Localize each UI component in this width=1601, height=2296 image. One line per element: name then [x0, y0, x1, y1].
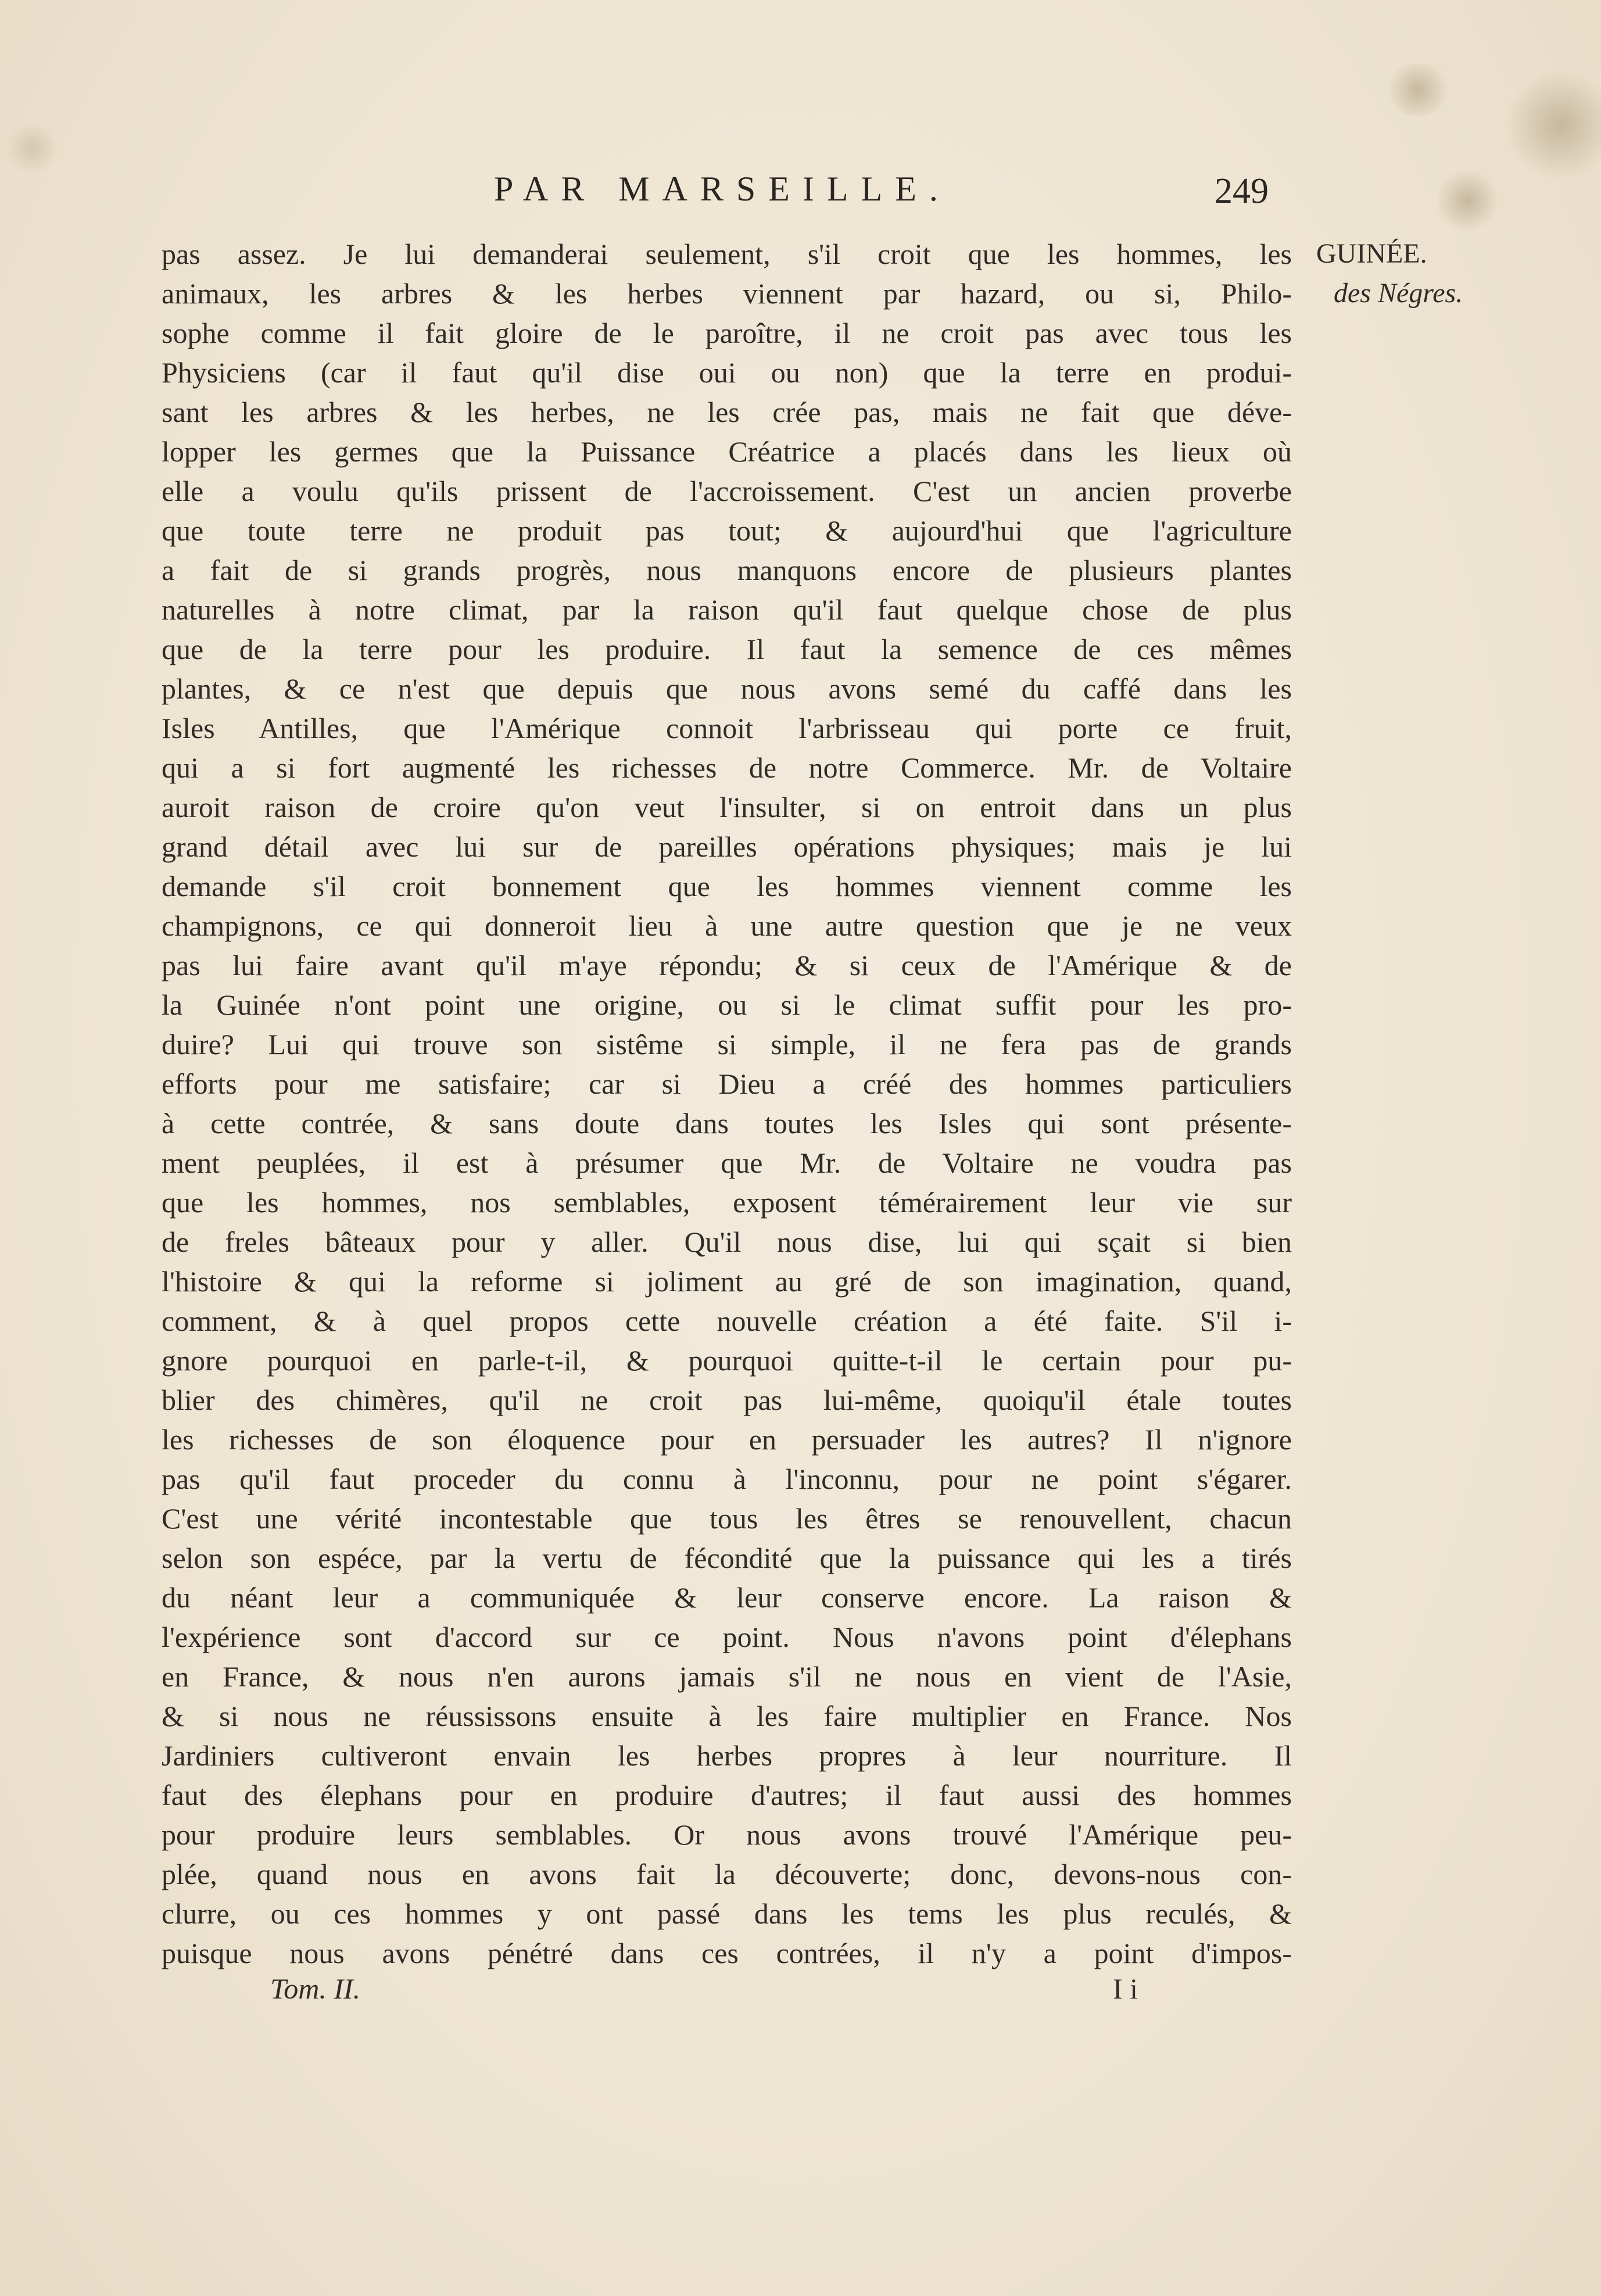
- text-line: l'expérience sont d'accord sur ce point. Nous n'avons point d'élephans: [162, 1621, 1292, 1653]
- text-line: faut des élephans pour en produire d'autres; il faut aussi des hommes: [162, 1779, 1292, 1811]
- text-line: ment peuplées, il est à présumer que Mr. de Voltaire ne voudra pas: [162, 1147, 1292, 1179]
- text-line: selon son espéce, par la vertu de fécondité que la puissance qui les a tirés: [162, 1542, 1292, 1574]
- foxing-stain: [1505, 70, 1601, 180]
- margin-note-line: des Négres.: [1334, 278, 1463, 309]
- text-line: comment, & à quel propos cette nouvelle création a été faite. S'il i-: [162, 1305, 1292, 1337]
- foxing-stain: [1383, 64, 1453, 116]
- text-line: qui a si fort augmenté les richesses de notre Commerce. Mr. de Voltaire: [162, 751, 1292, 784]
- text-line: sant les arbres & les herbes, ne les crée pas, mais ne fait que déve-: [162, 396, 1292, 428]
- text-line: en France, & nous n'en aurons jamais s'il ne nous en vient de l'Asie,: [162, 1660, 1292, 1693]
- margin-note: [1316, 234, 1479, 313]
- text-line: plantes, & ce n'est que depuis que nous avons semé du caffé dans les: [162, 672, 1292, 705]
- foxing-stain: [6, 122, 58, 174]
- running-head: [0, 169, 1601, 215]
- text-line: du néant leur a communiquée & leur conserve encore. La raison &: [162, 1581, 1292, 1614]
- text-line: lopper les germes que la Puissance Créatrice a placés dans les lieux où: [162, 435, 1292, 468]
- text-line: naturelles à notre climat, par la raison qu'il faut quelque chose de plus: [162, 593, 1292, 626]
- page-title: PAR MARSEILLE.: [494, 170, 951, 208]
- text-line: à cette contrée, & sans doute dans toutes les Isles qui sont présente-: [162, 1107, 1292, 1140]
- text-line: Jardiniers cultiveront envain les herbes propres à leur nourriture. Il: [162, 1739, 1292, 1772]
- text-line: Physiciens (car il faut qu'il dise oui ou non) que la terre en produi-: [162, 356, 1292, 389]
- text-line: pour produire leurs semblables. Or nous avons trouvé l'Amérique peu-: [162, 1818, 1292, 1851]
- text-line: la Guinée n'ont point une origine, ou si le climat suffit pour les pro-: [162, 988, 1292, 1021]
- text-line: C'est une vérité incontestable que tous les êtres se renouvellent, chacun: [162, 1502, 1292, 1535]
- margin-note-line: GUINÉE.: [1316, 238, 1427, 269]
- text-line: que de la terre pour les produire. Il faut la semence de ces mêmes: [162, 633, 1292, 665]
- text-line: plée, quand nous en avons fait la découverte; donc, devons-nous con-: [162, 1858, 1292, 1890]
- volume-label: Tom. II.: [270, 1972, 361, 2005]
- text-line: pas qu'il faut proceder du connu à l'inconnu, pour ne point s'égarer.: [162, 1463, 1292, 1495]
- text-line: puisque nous avons pénétré dans ces contrées, il n'y a point d'impos-: [162, 1937, 1292, 1969]
- text-line: que les hommes, nos semblables, exposent témérairement leur vie sur: [162, 1186, 1292, 1219]
- text-line: que toute terre ne produit pas tout; & aujourd'hui que l'agriculture: [162, 514, 1292, 547]
- text-line: grand détail avec lui sur de pareilles opérations physiques; mais je lui: [162, 830, 1292, 863]
- text-line: auroit raison de croire qu'on veut l'insulter, si on entroit dans un plus: [162, 791, 1292, 823]
- body-text: [162, 234, 1292, 1973]
- page-number: 249: [1215, 171, 1269, 211]
- text-line: clurre, ou ces hommes y ont passé dans les tems les plus reculés, &: [162, 1897, 1292, 1930]
- text-line: champignons, ce qui donneroit lieu à une autre question que je ne veux: [162, 909, 1292, 942]
- text-line: demande s'il croit bonnement que les hommes viennent comme les: [162, 870, 1292, 902]
- text-line: a fait de si grands progrès, nous manquons encore de plusieurs plantes: [162, 554, 1292, 586]
- signature-mark: I i: [1113, 1972, 1138, 2005]
- text-line: duire? Lui qui trouve son sistême si simple, il ne fera pas de grands: [162, 1028, 1292, 1061]
- text-line: les richesses de son éloquence pour en persuader les autres? Il n'ignore: [162, 1423, 1292, 1456]
- text-line: de freles bâteaux pour y aller. Qu'il nous dise, lui qui sçait si bien: [162, 1226, 1292, 1258]
- text-line: gnore pourquoi en parle-t-il, & pourquoi quitte-t-il le certain pour pu-: [162, 1344, 1292, 1377]
- text-line: & si nous ne réussissons ensuite à les faire multiplier en France. Nos: [162, 1700, 1292, 1732]
- text-line: pas assez. Je lui demanderai seulement, s'il croit que les hommes, les: [162, 238, 1292, 270]
- text-line: animaux, les arbres & les herbes viennent par hazard, ou si, Philo-: [162, 277, 1292, 310]
- text-line: elle a voulu qu'ils prissent de l'accroissement. C'est un ancien proverbe: [162, 475, 1292, 507]
- text-line: l'histoire & qui la reforme si joliment au gré de son imagination, quand,: [162, 1265, 1292, 1298]
- text-line: pas lui faire avant qu'il m'aye répondu; & si ceux de l'Amérique & de: [162, 949, 1292, 982]
- text-line: blier des chimères, qu'il ne croit pas lui-même, quoiqu'il étale toutes: [162, 1384, 1292, 1416]
- text-line: Isles Antilles, que l'Amérique connoit l'arbrisseau qui porte ce fruit,: [162, 712, 1292, 744]
- text-line: sophe comme il fait gloire de le paroître, il ne croit pas avec tous les: [162, 317, 1292, 349]
- text-line: efforts pour me satisfaire; car si Dieu a créé des hommes particuliers: [162, 1068, 1292, 1100]
